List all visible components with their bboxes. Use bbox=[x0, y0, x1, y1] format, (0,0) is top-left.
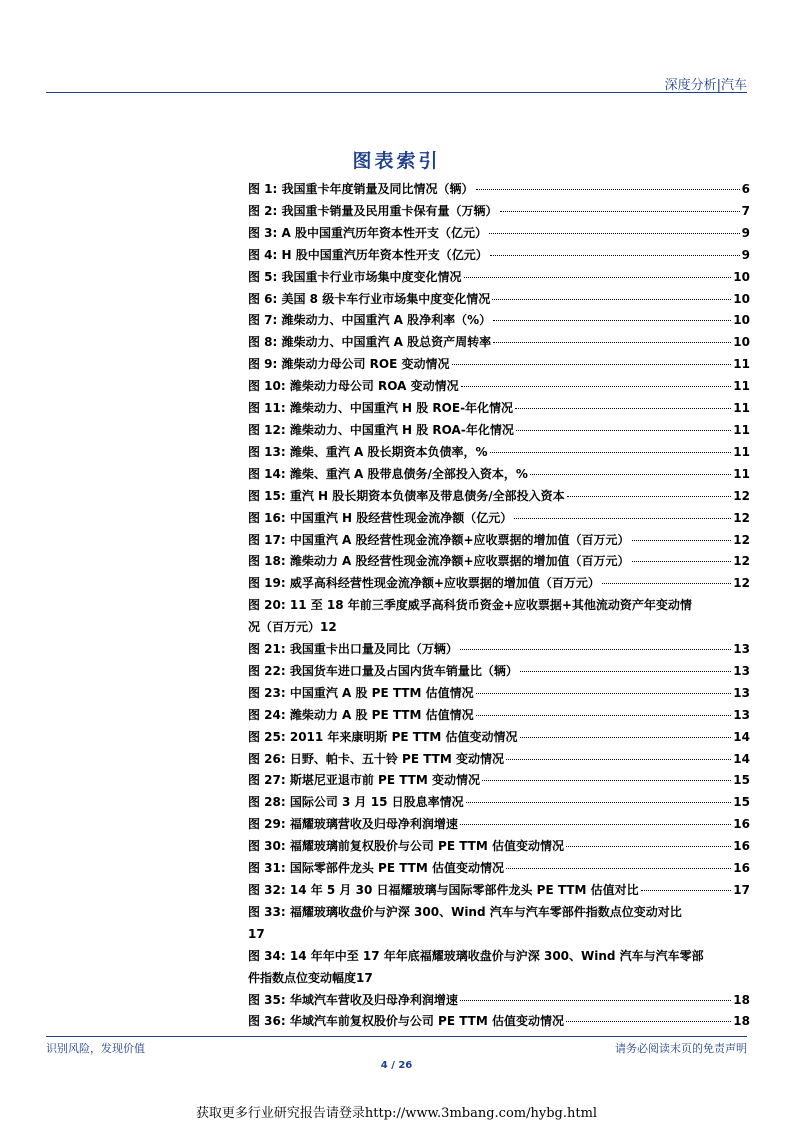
toc-dot-leader bbox=[516, 430, 731, 431]
toc-entry[interactable] bbox=[248, 573, 750, 595]
toc-entry-page: 14 bbox=[733, 729, 750, 744]
toc-entry[interactable] bbox=[248, 990, 750, 1012]
toc-dot-leader bbox=[514, 518, 731, 519]
toc-entry-page: 14 bbox=[733, 751, 750, 766]
download-banner[interactable]: 获取更多行业研究报告请登录http://www.3mbang.com/hybg.html bbox=[195, 1106, 598, 1121]
toc-entry-page: 17 bbox=[248, 926, 265, 941]
page-title: 图表索引 bbox=[352, 150, 441, 172]
toc-entry-label: 图 11: 潍柴动力、中国重汽 H 股 ROE-年化情况 bbox=[248, 401, 514, 416]
toc-dot-leader bbox=[520, 737, 732, 738]
footer-disclaimer: 请务必阅读末页的免责声明 bbox=[615, 1042, 747, 1055]
toc-dot-leader bbox=[466, 802, 732, 803]
toc-entry-label: 图 35: 华域汽车营收及归母净利润增速 bbox=[248, 992, 458, 1007]
toc-entry-label: 图 32: 14 年 5 月 30 日福耀玻璃与国际零部件龙头 PE TTM 估值对比 bbox=[248, 883, 639, 897]
toc-entry-page: 7 bbox=[741, 203, 750, 218]
toc-entry[interactable] bbox=[248, 245, 750, 267]
toc-entry-label-continued: 件指数点位变动幅度 bbox=[248, 970, 357, 985]
toc-entry-label: 图 21: 我国重卡出口量及同比（万辆） bbox=[248, 642, 458, 657]
toc-entry[interactable] bbox=[248, 880, 750, 902]
toc-entry-label: 图 17: 中国重汽 A 股经营性现金流净额+应收票据的增加值（百万元） bbox=[248, 532, 630, 547]
toc-dot-leader bbox=[460, 1000, 731, 1001]
toc-entry-page: 13 bbox=[733, 663, 750, 678]
toc-dot-leader bbox=[476, 189, 740, 190]
toc-entry[interactable] bbox=[248, 464, 750, 486]
toc-entry-page: 11 bbox=[733, 444, 750, 459]
toc-entry[interactable] bbox=[248, 858, 750, 880]
toc-dot-leader bbox=[566, 1021, 731, 1022]
toc-entry-page: 16 bbox=[733, 817, 750, 832]
toc-entry[interactable] bbox=[248, 639, 750, 661]
toc-dot-leader bbox=[506, 868, 731, 869]
toc-entry[interactable] bbox=[248, 595, 750, 639]
page-number: 4 / 26 bbox=[380, 1060, 413, 1071]
toc-entry-page: 18 bbox=[733, 1014, 750, 1029]
toc-entry-page: 15 bbox=[733, 773, 750, 788]
toc-dot-leader bbox=[641, 890, 732, 891]
toc-entry-label: 图 24: 潍柴动力 A 股 PE TTM 估值情况 bbox=[248, 707, 474, 722]
toc-entry[interactable] bbox=[248, 749, 750, 771]
toc-entry-page: 6 bbox=[741, 182, 750, 196]
toc-entry-label: 图 2: 我国重卡销量及民用重卡保有量（万辆） bbox=[248, 203, 498, 218]
toc-dot-leader bbox=[566, 846, 731, 847]
toc-dot-leader bbox=[632, 561, 732, 562]
toc-entry-label: 图 7: 潍柴动力、中国重汽 A 股净利率（%） bbox=[248, 313, 492, 328]
toc-dot-leader bbox=[476, 693, 732, 694]
toc-entry-page: 17 bbox=[733, 883, 750, 897]
toc-entry-label: 图 3: A 股中国重汽历年资本性开支（亿元） bbox=[248, 225, 487, 240]
toc-entry-page: 11 bbox=[733, 401, 750, 416]
toc-entry-label: 图 15: 重汽 H 股长期资本负债率及带息债务/全部投入资本 bbox=[248, 488, 565, 503]
toc-dot-leader bbox=[482, 780, 731, 781]
toc-entry-label: 图 16: 中国重汽 H 股经营性现金流净额（亿元） bbox=[248, 510, 513, 525]
toc-entry-page: 11 bbox=[733, 357, 750, 372]
toc-dot-leader bbox=[489, 233, 740, 234]
toc-entry-page: 13 bbox=[733, 642, 750, 657]
toc-entry[interactable] bbox=[248, 398, 750, 420]
toc-dot-leader bbox=[506, 759, 731, 760]
toc-entry-label: 图 9: 潍柴动力母公司 ROE 变动情况 bbox=[248, 357, 450, 372]
toc-entry[interactable] bbox=[248, 486, 750, 508]
toc-dot-leader bbox=[602, 583, 731, 584]
toc-entry[interactable] bbox=[248, 289, 750, 311]
toc-entry[interactable] bbox=[248, 661, 750, 683]
toc-dot-leader bbox=[492, 299, 731, 300]
toc-dot-leader bbox=[490, 255, 740, 256]
toc-entry[interactable] bbox=[248, 551, 750, 573]
toc-entry-label-continued: 况（百万元） bbox=[248, 620, 321, 635]
toc-entry-label: 图 36: 华域汽车前复权股价与公司 PE TTM 估值变动情况 bbox=[248, 1014, 564, 1029]
toc-entry-label: 图 31: 国际零部件龙头 PE TTM 估值变动情况 bbox=[248, 861, 504, 876]
figure-index bbox=[248, 179, 750, 1033]
toc-dot-leader bbox=[460, 824, 731, 825]
toc-entry[interactable] bbox=[248, 530, 750, 552]
toc-entry-page: 15 bbox=[733, 795, 750, 810]
toc-entry[interactable] bbox=[248, 310, 750, 332]
toc-entry-label: 图 22: 我国货车进口量及占国内货车销量比（辆） bbox=[248, 663, 518, 678]
toc-dot-leader bbox=[493, 342, 731, 343]
toc-entry-page: 12 bbox=[733, 510, 750, 525]
toc-entry-label: 图 13: 潍柴、重汽 A 股长期资本负债率，% bbox=[248, 444, 488, 459]
toc-entry-page: 16 bbox=[733, 861, 750, 876]
toc-entry[interactable] bbox=[248, 770, 750, 792]
toc-entry-label: 图 4: H 股中国重汽历年资本性开支（亿元） bbox=[248, 247, 488, 262]
toc-dot-leader bbox=[464, 277, 732, 278]
toc-entry[interactable] bbox=[248, 223, 750, 245]
toc-entry-label: 图 10: 潍柴动力母公司 ROA 变动情况 bbox=[248, 379, 459, 394]
toc-dot-leader bbox=[452, 364, 732, 365]
footer-slogan: 识别风险，发现价值 bbox=[46, 1042, 145, 1055]
toc-entry-label: 图 12: 潍柴动力、中国重汽 H 股 ROA-年化情况 bbox=[248, 422, 514, 437]
toc-entry[interactable] bbox=[248, 267, 750, 289]
toc-entry[interactable] bbox=[248, 705, 750, 727]
toc-entry-label: 图 33: 福耀玻璃收盘价与沪深 300、Wind 汽车与汽车零部件指数点位变动对比 bbox=[248, 904, 682, 919]
toc-dot-leader bbox=[530, 474, 731, 475]
toc-dot-leader bbox=[493, 320, 731, 321]
toc-entry[interactable] bbox=[248, 376, 750, 398]
toc-entry[interactable] bbox=[248, 946, 750, 990]
toc-entry-page: 12 bbox=[733, 554, 750, 569]
toc-entry-page: 12 bbox=[733, 576, 750, 591]
toc-entry[interactable] bbox=[248, 792, 750, 814]
toc-dot-leader bbox=[461, 386, 732, 387]
toc-dot-leader bbox=[567, 496, 732, 497]
toc-entry-page: 11 bbox=[733, 379, 750, 394]
toc-entry-page: 17 bbox=[356, 970, 373, 985]
toc-entry-page: 12 bbox=[320, 620, 337, 635]
toc-entry-label: 图 25: 2011 年来康明斯 PE TTM 估值变动情况 bbox=[248, 729, 518, 744]
toc-entry-label: 图 29: 福耀玻璃营收及归母净利润增速 bbox=[248, 817, 458, 832]
section-header: 深度分析|汽车 bbox=[664, 78, 747, 93]
toc-entry-label: 图 28: 国际公司 3 月 15 日股息率情况 bbox=[248, 795, 464, 810]
toc-entry-page: 10 bbox=[733, 335, 750, 350]
toc-entry-label: 图 1: 我国重卡年度销量及同比情况（辆） bbox=[248, 182, 474, 196]
toc-entry-page: 16 bbox=[733, 839, 750, 854]
toc-entry[interactable] bbox=[248, 1011, 750, 1033]
toc-entry[interactable] bbox=[248, 814, 750, 836]
toc-entry-page: 10 bbox=[733, 291, 750, 306]
toc-entry-page: 11 bbox=[733, 422, 750, 437]
toc-entry[interactable] bbox=[248, 354, 750, 376]
toc-entry[interactable] bbox=[248, 727, 750, 749]
toc-entry-label: 图 20: 11 至 18 年前三季度威孚高科货币资金+应收票据+其他流动资产年变动情 bbox=[248, 598, 692, 613]
toc-entry-label: 图 30: 福耀玻璃前复权股价与公司 PE TTM 估值变动情况 bbox=[248, 839, 564, 854]
toc-entry[interactable] bbox=[248, 201, 750, 223]
header-divider bbox=[46, 92, 747, 93]
toc-entry[interactable] bbox=[248, 332, 750, 354]
toc-entry[interactable] bbox=[248, 902, 750, 946]
toc-entry-page: 12 bbox=[733, 532, 750, 547]
toc-dot-leader bbox=[515, 408, 731, 409]
toc-entry-label: 图 18: 潍柴动力 A 股经营性现金流净额+应收票据的增加值（百万元） bbox=[248, 554, 630, 569]
toc-entry-page: 10 bbox=[733, 269, 750, 284]
toc-dot-leader bbox=[476, 715, 732, 716]
toc-entry-page: 13 bbox=[733, 685, 750, 700]
toc-entry-label: 图 14: 潍柴、重汽 A 股带息债务/全部投入资本，% bbox=[248, 466, 528, 481]
toc-dot-leader bbox=[500, 211, 740, 212]
toc-entry-label: 图 19: 威孚高科经营性现金流净额+应收票据的增加值（百万元） bbox=[248, 576, 600, 591]
footer-divider bbox=[46, 1036, 747, 1037]
toc-entry-label: 图 8: 潍柴动力、中国重汽 A 股总资产周转率 bbox=[248, 335, 492, 350]
toc-entry-page: 9 bbox=[741, 225, 750, 240]
toc-entry-page: 10 bbox=[733, 313, 750, 328]
toc-entry-label: 图 27: 斯堪尼亚退市前 PE TTM 变动情况 bbox=[248, 773, 480, 788]
toc-entry-page: 9 bbox=[741, 247, 750, 262]
toc-dot-leader bbox=[520, 671, 731, 672]
toc-entry[interactable] bbox=[248, 683, 750, 705]
toc-dot-leader bbox=[632, 540, 732, 541]
toc-entry-page: 12 bbox=[733, 488, 750, 503]
toc-entry-label: 图 34: 14 年年中至 17 年年底福耀玻璃收盘价与沪深 300、Wind 汽车与汽车零部 bbox=[248, 948, 704, 963]
toc-dot-leader bbox=[460, 649, 731, 650]
toc-entry[interactable] bbox=[248, 508, 750, 530]
toc-entry-page: 11 bbox=[733, 466, 750, 481]
toc-dot-leader bbox=[490, 452, 732, 453]
toc-entry-page: 13 bbox=[733, 707, 750, 722]
toc-entry[interactable] bbox=[248, 420, 750, 442]
toc-entry-page: 18 bbox=[733, 992, 750, 1007]
toc-entry-label: 图 26: 日野、帕卡、五十铃 PE TTM 变动情况 bbox=[248, 751, 504, 766]
toc-entry[interactable] bbox=[248, 836, 750, 858]
toc-entry-label: 图 5: 我国重卡行业市场集中度变化情况 bbox=[248, 269, 462, 284]
toc-entry-label: 图 23: 中国重汽 A 股 PE TTM 估值情况 bbox=[248, 685, 474, 700]
toc-entry-label: 图 6: 美国 8 级卡车行业市场集中度变化情况 bbox=[248, 291, 491, 306]
toc-entry[interactable] bbox=[248, 442, 750, 464]
toc-entry[interactable] bbox=[248, 179, 750, 201]
